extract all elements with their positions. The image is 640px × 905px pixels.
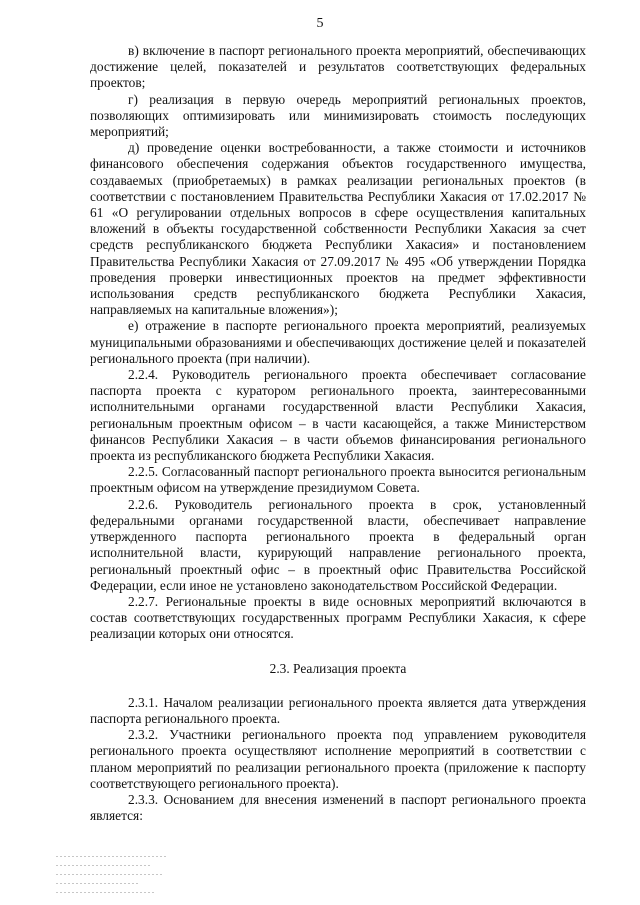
paragraph-e: е) отражение в паспорте регионального проекта мероприятий, реализуемых муниципальными образованиями и обеспечивающих достижение целей и показателей регионального проекта (при наличии). (90, 318, 586, 366)
paragraph-g: г) реализация в первую очередь мероприятий региональных проектов, позволяющих оптимизировать или минимизировать стоимость последующих мероприятий; (90, 91, 586, 140)
paragraph-2-3-3: 2.3.3. Основанием для внесения изменений в паспорт регионального проекта является: (90, 791, 586, 824)
paragraph-2-3-2: 2.3.2. Участники регионального проекта под управлением руководителя регионального проекта осуществляют исполнение мероприятий в соответствии с планом мероприятий по реализации регионального проекта (приложение к паспорту соответствующего регионального проекта). (90, 727, 586, 791)
page-number: 5 (316, 16, 324, 31)
paragraph-2-2-5: 2.2.5. Согласованный паспорт регионального проекта выносится региональным проектным офисом на утверждение президиумом Совета. (90, 464, 586, 496)
section-heading: 2.3. Реализация проекта (269, 660, 407, 676)
paragraph-2-3-1: 2.3.1. Началом реализации регионального проекта является дата утверждения паспорта регионального проекта. (90, 694, 586, 726)
paragraph-2-2-4: 2.2.4. Руководитель регионального проекта обеспечивает согласование паспорта проекта с куратором регионального проекта, заинтересованными исполнительными органами государственной власти Республики Хакасия, региональным проектным офисом – в части касающейся, а также Министерством финансов Республики Хакасия – в части объемов финансирования регионального проекта из республиканского бюджета Республики Хакасия. (90, 367, 586, 464)
paragraph-2-2-6: 2.2.6. Руководитель регионального проекта в срок, установленный федеральными органами государственной власти, обеспечивает направление утвержденного паспорта регионального проекта в федеральный орган исполнительной власти, курирующий направление регионального проекта, региональный проектный офис – в проектный офис Правительства Российской Федерации, если иное не установлено законодательством Российской Федерации. (90, 496, 586, 593)
faint-stamp-mark (56, 852, 172, 896)
paragraph-2-2-7: 2.2.7. Региональные проекты в виде основных мероприятий включаются в состав соответствующих государственных программ Республики Хакасия, к сфере реализации которых они относятся. (90, 593, 586, 642)
paragraph-d: д) проведение оценки востребованности, а также стоимости и источников финансового обеспечения содержания объектов государственного имущества, создаваемых (приобретаемых) в рамках реализации региональных проектов (в соответствии с постановлением Правительства Республики Хакасия от 17.02.2017 № 61 «О регулировании отдельных вопросов в сфере осуществления капитальных вложений в объекты государственной собственности Республики Хакасия за счет средств республиканского бюджета Республики Хакасия» и постановлением Правительства Республики Хакасия от 27.09.2017 № 495 «Об утверждении Порядка проведения проверки инвестиционных проектов на предмет эффективности использования средств республиканского бюджета Республики Хакасия, направляемых на капитальные вложения»); (90, 140, 586, 318)
paragraph-v: в) включение в паспорт регионального проекта мероприятий, обеспечивающих достижение целей, показателей и результатов соответствующих федеральных проектов; (90, 43, 586, 91)
document-body (90, 43, 586, 824)
